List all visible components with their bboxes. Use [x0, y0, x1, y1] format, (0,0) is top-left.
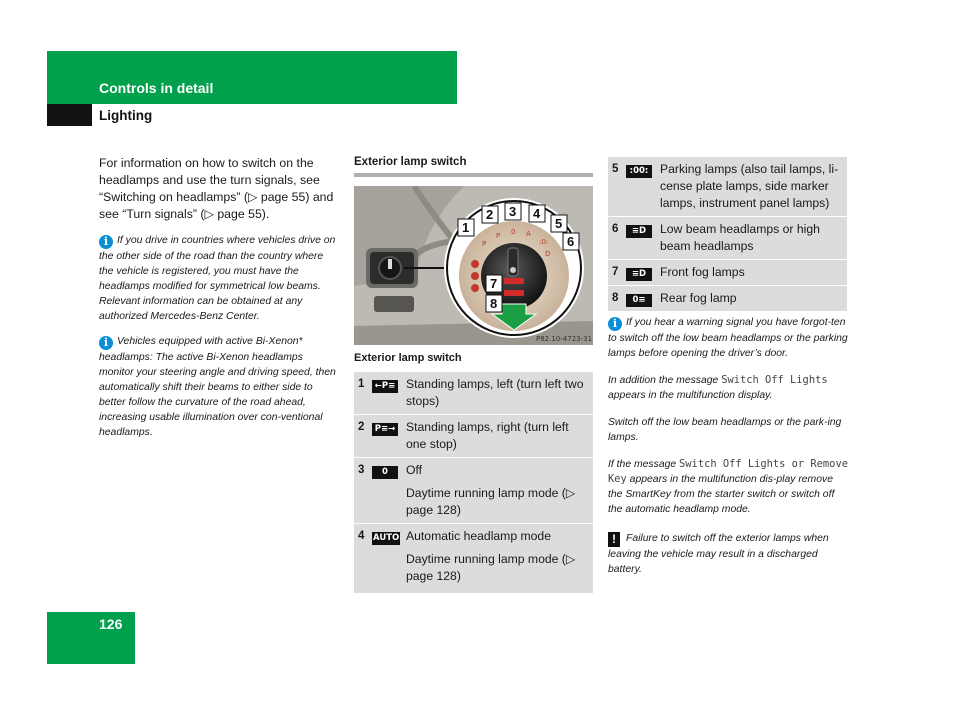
row-text: Automatic headlamp mode: [406, 529, 551, 543]
standing-lamp-right-icon: P≡→: [372, 423, 398, 436]
note-if-message: [608, 457, 848, 517]
table-row: [608, 260, 847, 286]
table-row: [354, 372, 593, 415]
row-text: Rear fog lamp: [660, 291, 737, 305]
note-text: In addition the message: [608, 375, 719, 386]
info-note-warning-signal: [608, 315, 848, 361]
standing-lamp-left-icon: ←P≡: [372, 380, 398, 393]
intro-text: For information on how to switch on the headlamps and use the turn signals, see “Switching on headlamps” (▷ page 55) and see “Turn signals” (▷ page 55).: [99, 156, 334, 221]
info-note-symmetric: [99, 233, 337, 324]
row-number: 4: [354, 524, 372, 594]
table-row: [608, 286, 847, 312]
callout-6: 6: [567, 234, 575, 249]
callout-7: 7: [490, 276, 498, 291]
callout-5: 5: [555, 216, 563, 231]
row-text: Parking lamps (also tail lamps, li-cense plate lamps, side marker lamps, instrument panel lamps): [660, 162, 839, 210]
row-number: 8: [608, 286, 626, 312]
note-text: If you hear a warning signal you have forgot-ten to switch off the low beam headlamps or the parking lamps before opening the driver’s door.: [608, 317, 848, 359]
row-text: Standing lamps, right (turn left one stop): [406, 420, 569, 451]
left-column: [99, 155, 337, 450]
heading-rule: [354, 173, 593, 177]
display-message: Switch Off Lights or Remove Key: [608, 458, 848, 485]
svg-text::0:: :0:: [539, 238, 549, 246]
lamp-switch-photo: [354, 186, 593, 345]
row-text: Low beam headlamps or high beam headlamps: [660, 222, 820, 253]
warning-note: [608, 531, 848, 577]
table-row: [608, 157, 847, 217]
auto-icon: AUTO: [373, 533, 400, 543]
row-number: 1: [354, 372, 372, 415]
note-switch-off: Switch off the low beam headlamps or the park-ing lamps.: [608, 417, 842, 443]
photo-caption: Exterior lamp switch: [354, 352, 462, 364]
callout-8: 8: [490, 296, 498, 311]
note-addition: [608, 373, 848, 403]
svg-text:0: 0: [511, 228, 516, 236]
note-text: If you drive in countries where vehicles drive on the other side of the road than the country where the vehicle is registered, you must have the headlamps modified for symmetrical low beams. Relevant information can be obtained at any authorized Mercedes-Benz Center.: [99, 235, 336, 322]
callout-1: 1: [462, 220, 470, 235]
callout-2: 2: [486, 207, 494, 222]
callout-4: 4: [533, 206, 541, 221]
front-fog-lamp-icon: ≡D: [626, 268, 652, 281]
subsection-title: Lighting: [99, 108, 153, 123]
row-number: 2: [354, 415, 372, 458]
svg-text:P: P: [496, 232, 501, 240]
table-row: [608, 217, 847, 260]
warning-icon: !: [608, 532, 620, 547]
info-icon: i: [99, 235, 113, 249]
headlamp-icon: ≡D: [626, 225, 652, 238]
note-text: appears in the multifunction display.: [608, 390, 773, 401]
display-message: Switch Off Lights: [721, 374, 828, 386]
row-text: Front fog lamps: [660, 265, 745, 279]
table-row: [354, 415, 593, 458]
row-text: Off: [406, 463, 423, 477]
parking-lamp-icon: :00:: [626, 165, 652, 178]
info-icon: i: [608, 317, 622, 331]
row-text: Daytime running lamp mode (▷ page 128): [406, 552, 576, 583]
exterior-lamp-switch-heading: Exterior lamp switch: [354, 156, 467, 168]
right-column-notes: [608, 315, 848, 582]
lamp-switch-table-right: [608, 157, 847, 312]
row-number: 6: [608, 217, 626, 260]
image-code: P82.10-4723-31: [536, 335, 593, 343]
off-icon: 0: [372, 466, 398, 479]
rear-fog-lamp-icon: 0≡: [626, 294, 652, 307]
table-row: [354, 458, 593, 524]
header-marker: [47, 104, 92, 126]
header-band: [47, 51, 457, 104]
info-icon: i: [99, 336, 113, 350]
note-text: Vehicles equipped with active Bi-Xenon* headlamps: The active Bi-Xenon headlamps monitor your steering angle and driving speed, then automatically shift their beams to either side to better follow the curvature of the road ahead, increasing usable illumination over con-ventional headlamps.: [99, 336, 336, 438]
row-number: 3: [354, 458, 372, 524]
table-row: [354, 524, 593, 594]
note-text: Failure to switch off the exterior lamps when leaving the vehicle may result in a discharged battery.: [608, 533, 829, 575]
note-text: If the message: [608, 459, 677, 470]
lamp-switch-table-left: [354, 372, 593, 594]
info-note-bixenon: [99, 334, 337, 440]
note-text: appears in the multifunction dis-play remove the SmartKey from the starter switch or switch off the automatic headlamp mode.: [608, 474, 835, 515]
row-number: 5: [608, 157, 626, 217]
page-number: 126: [99, 616, 123, 632]
lamp-switch-illustration: [354, 186, 593, 345]
svg-text:A: A: [526, 230, 531, 238]
section-title: Controls in detail: [99, 80, 214, 96]
callout-3: 3: [509, 204, 517, 219]
row-number: 7: [608, 260, 626, 286]
row-text: Daytime running lamp mode (▷ page 128): [406, 486, 576, 517]
row-text: Standing lamps, left (turn left two stops): [406, 377, 584, 408]
svg-text:D: D: [545, 250, 551, 258]
svg-text:P: P: [482, 240, 487, 248]
